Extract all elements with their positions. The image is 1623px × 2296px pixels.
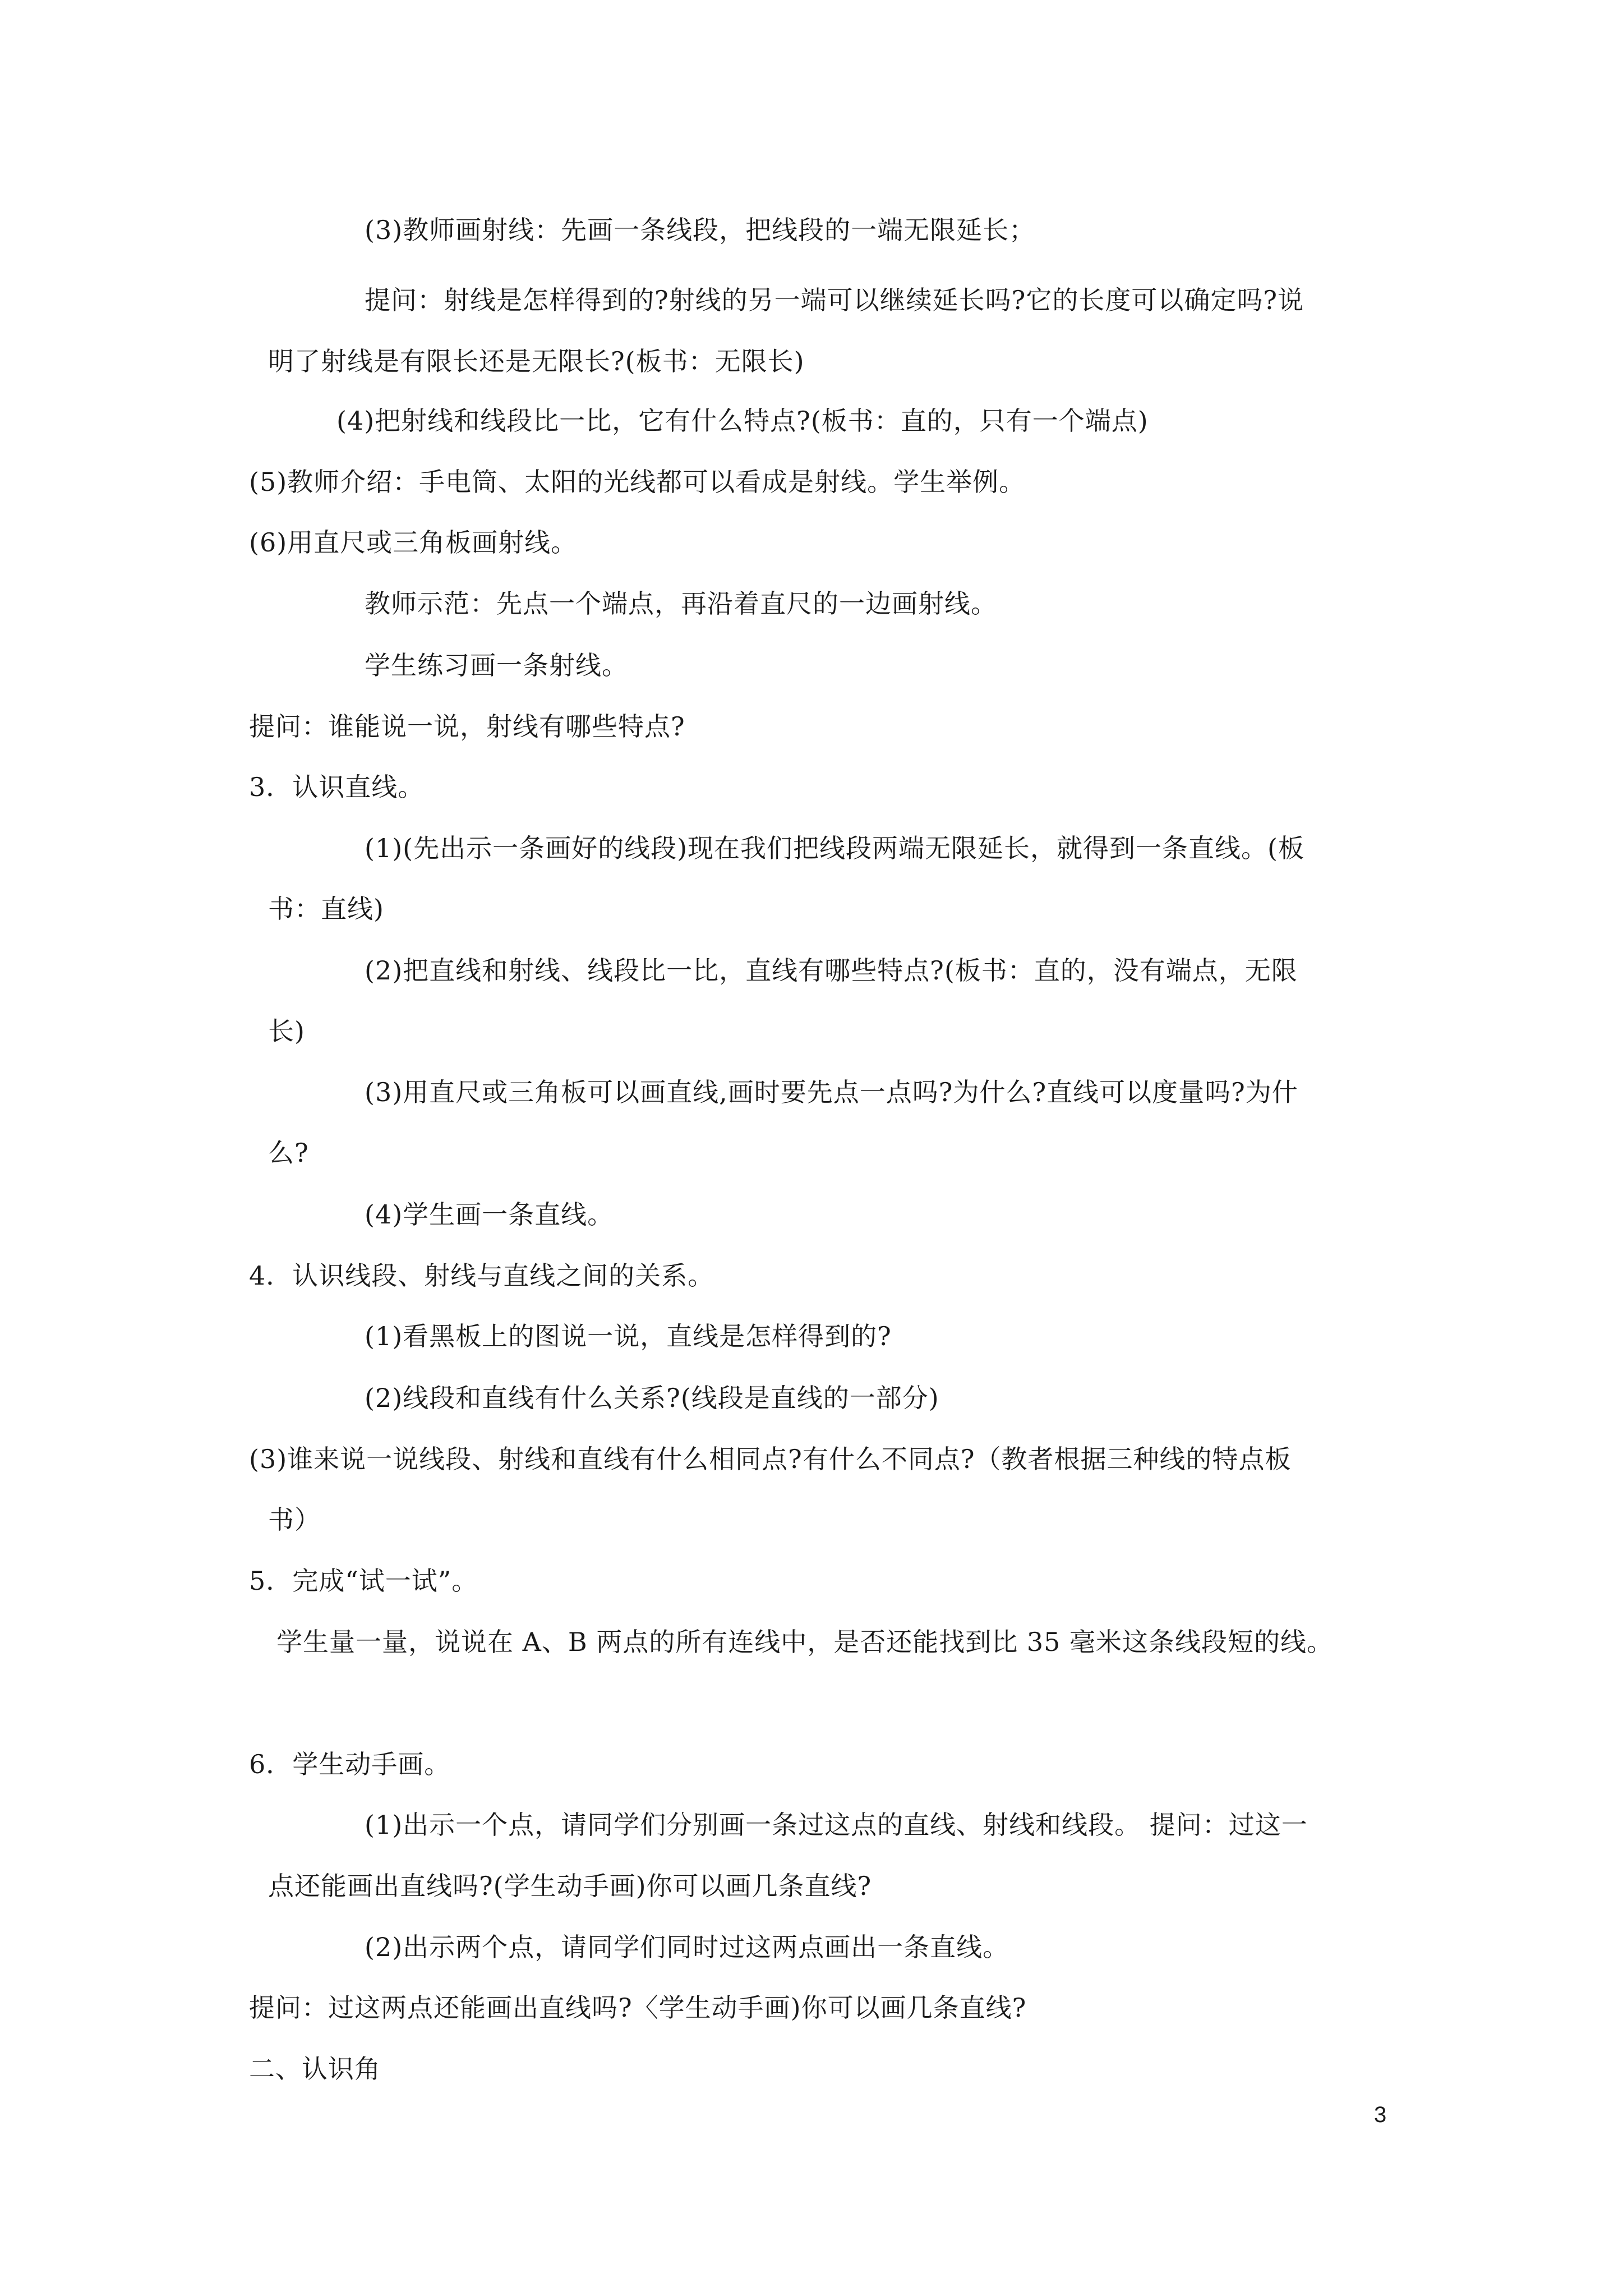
text-line: 学生练习画一条射线。 [365, 650, 628, 680]
text-line: (4)把射线和线段比一比，它有什么特点?(板书：直的，只有一个端点) [336, 406, 1149, 436]
text-line: (4)学生画一条直线。 [365, 1199, 614, 1230]
text-line: (3)谁来说一说线段、射线和直线有什么相同点?有什么不同点?（教者根据三种线的特点板 [249, 1444, 1292, 1474]
section-heading: 5．完成“试一试”。 [249, 1566, 478, 1596]
text-line: 学生量一量，说说在 A、B 两点的所有连线中，是否还能找到比 35 毫米这条线段短的线。 [276, 1627, 1334, 1657]
text-line: (2)线段和直线有什么关系?(线段是直线的一部分) [365, 1383, 939, 1413]
text-line: (1)(先出示一条画好的线段)现在我们把线段两端无限延长，就得到一条直线。(板 [365, 833, 1304, 863]
section-heading: 二、认识角 [249, 2054, 381, 2084]
text-line: (3)教师画射线：先画一条线段，把线段的一端无限延长； [365, 215, 1036, 245]
text-line: (6)用直尺或三角板画射线。 [249, 527, 578, 558]
section-heading: 6．学生动手画。 [249, 1749, 451, 1779]
text-line: 书） [268, 1504, 321, 1535]
text-line: 明了射线是有限长还是无限长?(板书：无限长) [268, 346, 805, 376]
text-line: 提问：射线是怎样得到的?射线的另一端可以继续延长吗?它的长度可以确定吗?说 [365, 285, 1304, 315]
text-line: 提问：过这两点还能画出直线吗?〈学生动手画)你可以画几条直线? [249, 1993, 1027, 2023]
page-number: 3 [1374, 2102, 1387, 2127]
text-line: (2)把直线和射线、线段比一比，直线有哪些特点?(板书：直的，没有端点，无限 [365, 955, 1298, 986]
text-line: (5)教师介绍：手电筒、太阳的光线都可以看成是射线。学生举例。 [249, 467, 1026, 497]
text-line: 么? [268, 1138, 309, 1168]
section-heading: 3．认识直线。 [249, 772, 425, 802]
text-line: 提问：谁能说一说，射线有哪些特点? [249, 711, 685, 742]
text-line: 书：直线) [268, 894, 384, 924]
text-line: 点还能画出直线吗?(学生动手画)你可以画几条直线? [268, 1871, 872, 1901]
section-heading: 4．认识线段、射线与直线之间的关系。 [249, 1260, 714, 1291]
text-line: (1)看黑板上的图说一说，直线是怎样得到的? [365, 1321, 892, 1351]
text-line: 教师示范：先点一个端点，再沿着直尺的一边画射线。 [365, 588, 997, 619]
text-line: (3)用直尺或三角板可以画直线,画时要先点一点吗?为什么?直线可以度量吗?为什 [365, 1077, 1298, 1107]
text-line: (1)出示一个点，请同学们分别画一条过这点的直线、射线和线段。 提问：过这一 [365, 1810, 1308, 1840]
text-line: 长) [268, 1016, 305, 1046]
text-line: (2)出示两个点，请同学们同时过这两点画出一条直线。 [365, 1932, 1009, 1962]
